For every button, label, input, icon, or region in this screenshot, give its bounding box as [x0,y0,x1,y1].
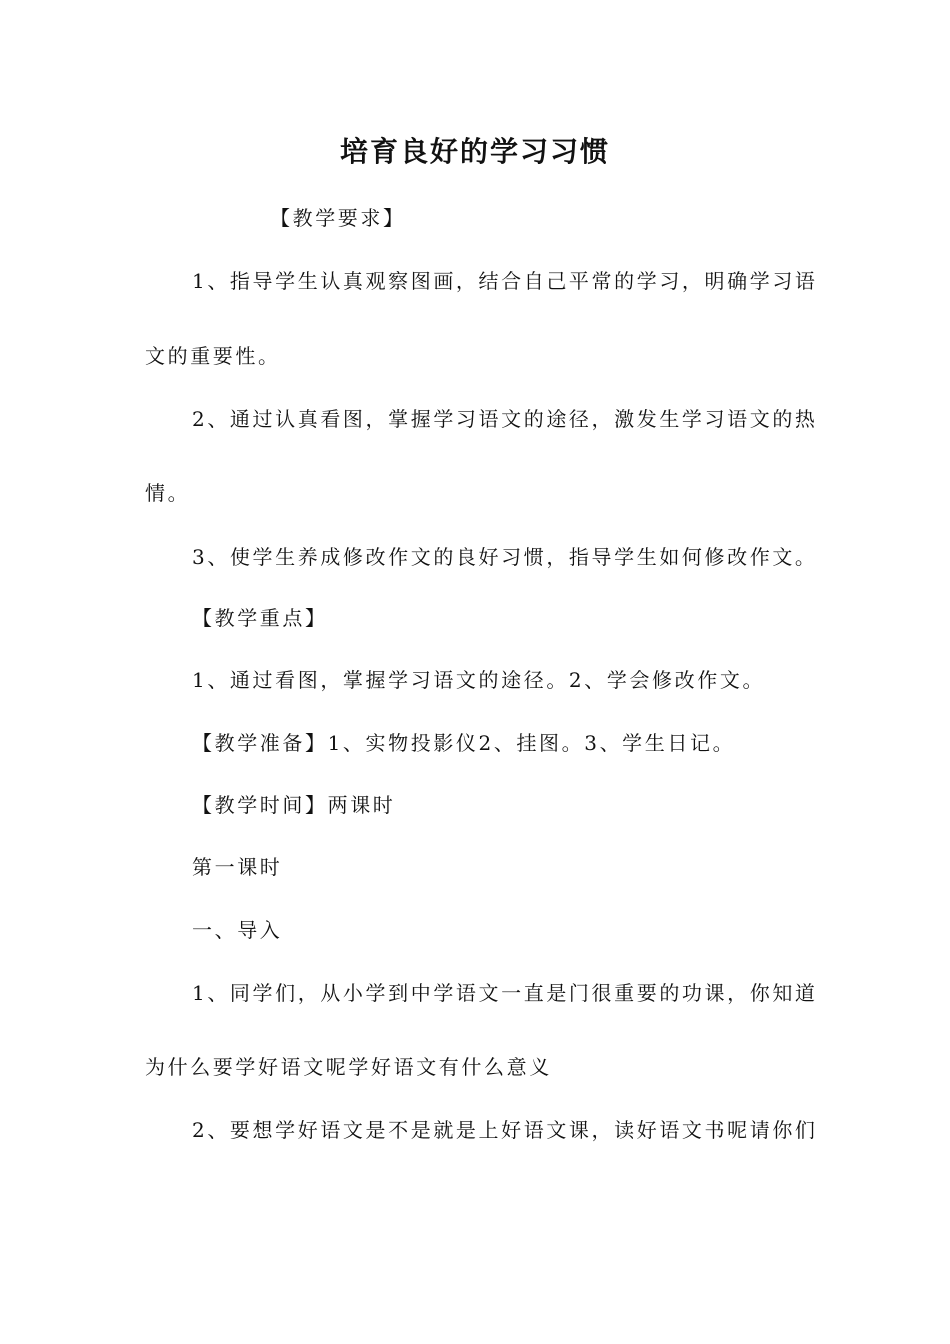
paragraph-line: 2、通过认真看图，掌握学习语文的途径，激发生学习语文的热 [192,407,818,431]
paragraph-line: 1、指导学生认真观察图画，结合自己平常的学习，明确学习语 [192,269,818,293]
paragraph-line: 2、要想学好语文是不是就是上好语文课，读好语文书呢请你们 [192,1118,818,1142]
section-heading-time: 【教学时间】两课时 [192,793,396,817]
paragraph-line: 情。 [145,481,191,505]
paragraph-line: 文的重要性。 [145,344,281,368]
paragraph-line: 3、使学生养成修改作文的良好习惯，指导学生如何修改作文。 [192,545,818,569]
paragraph-line: 1、同学们，从小学到中学语文一直是门很重要的功课，你知道 [192,981,818,1005]
section-heading-preparation: 【教学准备】1、实物投影仪2、挂图。3、学生日记。 [192,731,736,755]
paragraph-line: 为什么要学好语文呢学好语文有什么意义 [145,1055,552,1079]
document-title: 培育良好的学习习惯 [339,135,610,168]
subsection-heading: 一、导入 [192,918,283,942]
section-heading-key-points: 【教学重点】 [192,606,328,630]
lesson-heading: 第一课时 [192,855,283,879]
section-heading-requirements: 【教学要求】 [270,206,406,230]
paragraph-line: 1、通过看图，掌握学习语文的途径。2、学会修改作文。 [192,668,766,692]
